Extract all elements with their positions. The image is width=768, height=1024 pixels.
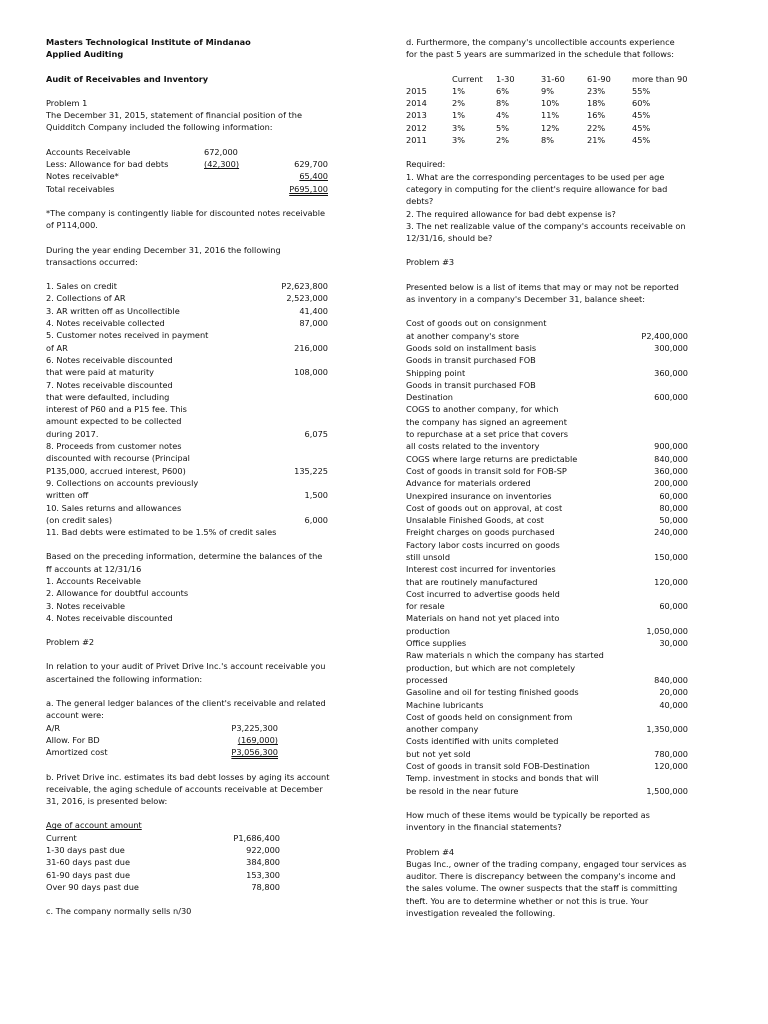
required-list [406,171,718,245]
problem-2-title: Problem #2 [46,637,95,648]
ledger-label: A/R [46,722,61,733]
course-name: Applied Auditing [46,49,124,60]
inventory-item-row-label: the company has signed an agreement [406,416,567,427]
ledger-amount: (169,000) [237,734,278,745]
pct-cell: 1% [452,85,465,96]
transaction-row-label: discounted with recourse (Principal [46,453,190,464]
inventory-item-row [406,649,718,661]
inventory-item-row [406,514,718,526]
transaction-row-label: during 2017. [46,428,99,439]
ledger-amount: P3,225,300 [231,722,278,733]
pct-cell: 12% [541,122,560,133]
inventory-item-row-label: be resold in the near future [406,785,519,796]
pct-cell: 2% [452,98,465,109]
inventory-item-row [406,748,718,760]
pct-cell: 23% [587,85,606,96]
ledger-row [46,722,358,734]
inventory-item-row [406,539,718,551]
aging-row-amount: P1,686,400 [233,832,280,843]
inventory-item-row [406,563,718,575]
problem-1-title: Problem 1 [46,97,88,108]
balance-label: Less: Allowance for bad debts [46,159,169,170]
inventory-item-row-label: all costs related to the inventory [406,441,540,452]
aging-row-label: Current [46,832,77,843]
inventory-item-row-label: Freight charges on goods purchased [406,527,555,538]
aging-table [46,832,358,893]
inventory-item-row-label: to repurchase at a set price that covers [406,429,569,440]
inventory-item-row [406,588,718,600]
inventory-item-row-label: production, but which are not completely [406,662,576,673]
pct-row [406,109,718,121]
inventory-item-row-amount: 300,000 [654,342,688,353]
inventory-item-row-amount: 80,000 [659,502,688,513]
required-item: debts? [406,196,434,207]
inventory-item-row-label: Cost of goods in transit sold FOB-Destination [406,761,590,772]
problem-3-intro-line: Presented below is a list of items that may or may not be reported [406,281,679,292]
inventory-item-row [406,625,718,637]
required-item: 12/31/16, should be? [406,233,493,244]
balance-amount: 65,400 [299,171,328,182]
inventory-item-row-label: COGS to another company, for which [406,404,559,415]
transaction-row-amount: 87,000 [299,318,328,329]
transaction-row-label: 8. Proceeds from customer notes [46,441,182,452]
inventory-item-row-amount: 1,350,000 [646,724,688,735]
inventory-item-row [406,477,718,489]
transaction-row [46,317,358,329]
inventory-item-row-label: COGS where large returns are predictable [406,453,578,464]
required-item: 1. What are the corresponding percentages to be used per age [406,171,665,182]
inventory-item-row [406,342,718,354]
inventory-item-row [406,662,718,674]
inventory-item-row-label: processed [406,674,448,685]
inventory-item-row-label: Interest cost incurred for inventories [406,564,556,575]
transaction-row [46,514,358,526]
balance-row [46,146,358,158]
inventory-item-row [406,453,718,465]
pct-cell: 45% [632,122,651,133]
inventory-item-row-amount: 30,000 [659,638,688,649]
pct-cell: 1% [452,110,465,121]
problem-2-intro-line: ascertained the following information: [46,673,203,684]
inventory-item-row-label: Cost of goods out on approval, at cost [406,502,563,513]
pct-cell: 60% [632,98,651,109]
pct-cell: 18% [587,98,606,109]
problem-4-title: Problem #4 [406,846,455,857]
pct-row [406,85,718,97]
inventory-item-row-amount: 840,000 [654,453,688,464]
transaction-row-label: P135,000, accrued interest, P600) [46,465,186,476]
inventory-item-row-amount: 360,000 [654,367,688,378]
problem-2-a-line: a. The general ledger balances of the client's receivable and related [46,698,326,709]
pct-cell: 6% [496,85,509,96]
pct-year: 2014 [406,98,427,109]
inventory-item-row-label: that are routinely manufactured [406,576,538,587]
inventory-item-row-label: Gasoline and oil for testing finished goods [406,687,579,698]
problem-4-line: Bugas Inc., owner of the trading company, engaged tour services as [406,858,687,869]
left-column [46,36,358,918]
inventory-item-row-label: still unsold [406,551,451,562]
transaction-row-label: interest of P60 and a P15 fee. This [46,404,187,415]
problem-3-question-line: How much of these items would be typically be reported as [406,809,650,820]
transaction-row-label: 4. Notes receivable collected [46,318,165,329]
inventory-item-row-label: Cost of goods held on consignment from [406,711,573,722]
inventory-item-row [406,551,718,563]
transaction-row [46,428,358,440]
inventory-item-row [406,490,718,502]
inventory-item-row-amount: 900,000 [654,441,688,452]
inventory-item-row-label: Temp. investment in stocks and bonds that will [406,773,599,784]
pct-year: 2013 [406,110,427,121]
inventory-item-row [406,735,718,747]
problem-1-intro-line: Quidditch Company included the following information: [46,122,273,133]
problem-1-balances [46,146,358,195]
aging-row-label: 61-90 days past due [46,869,131,880]
transaction-row-label: that were paid at maturity [46,367,154,378]
inventory-item-row-amount: 1,500,000 [646,785,688,796]
pct-row [406,97,718,109]
problem-4-text [406,858,718,919]
pct-cell: 22% [587,122,606,133]
problem-3-title: Problem #3 [406,257,455,268]
transaction-row-label: amount expected to be collected [46,416,182,427]
transaction-row-label: 6. Notes receivable discounted [46,354,173,365]
inventory-item-row [406,391,718,403]
inventory-item-row-amount: 50,000 [659,515,688,526]
aging-row [46,844,358,856]
inventory-item-row-amount: 60,000 [659,601,688,612]
balance-row [46,158,358,170]
based-line: Based on the preceding information, determine the balances of the [46,551,323,562]
pct-column-header: 31-60 [541,73,565,84]
ledger-amount: P3,056,300 [231,747,278,758]
aging-row-label: Over 90 days past due [46,881,139,892]
based-line: ff accounts at 12/31/16 [46,563,142,574]
transaction-row [46,292,358,304]
transaction-row-label: written off [46,490,89,501]
balance-amount: 629,700 [294,159,328,170]
problem-4-line: the sales volume. The owner suspects that the staff is committing [406,883,678,894]
transaction-row [46,354,358,366]
required-label: Required: [406,159,446,170]
req-item: 4. Notes receivable discounted [46,612,173,623]
inventory-item-row [406,416,718,428]
pct-column-header: Current [452,73,483,84]
inventory-item-row-amount: 150,000 [654,551,688,562]
transaction-row [46,329,358,341]
inventory-item-row [406,428,718,440]
pct-cell: 3% [452,135,465,146]
pct-cell: 16% [587,110,606,121]
req-item: 2. Allowance for doubtful accounts [46,588,189,599]
required-item: category in computing for the client's require allowance for bad [406,183,668,194]
inventory-item-row-label: Goods in transit purchased FOB [406,355,536,366]
problem-4-line: investigation revealed the following. [406,908,556,918]
transaction-row-amount: P2,623,800 [281,281,328,292]
transaction-row-amount: 1,500 [304,490,328,501]
inventory-item-row [406,317,718,329]
pct-column-header: 1-30 [496,73,515,84]
required-item: 3. The net realizable value of the company's accounts receivable on [406,220,686,231]
inventory-item-row [406,502,718,514]
balance-mid-amount: 672,000 [204,146,238,157]
transaction-row [46,379,358,391]
inventory-item-row-amount: 240,000 [654,527,688,538]
inventory-item-row-label: Machine lubricants [406,699,484,710]
pct-cell: 11% [541,110,560,121]
pct-cell: 8% [496,98,509,109]
pct-year: 2015 [406,85,427,96]
transaction-row-label: 10. Sales returns and allowances [46,502,182,513]
d-text-line: d. Furthermore, the company's uncollectible accounts experience [406,37,675,47]
pct-cell: 8% [541,135,554,146]
transaction-row-label: 2. Collections of AR [46,293,126,304]
problem-2-b-line: receivable, the aging schedule of accounts receivable at December [46,783,323,794]
transaction-row [46,366,358,378]
transaction-row-amount: 41,400 [299,305,328,316]
uncollectible-percent-table [406,73,718,147]
inventory-item-row-label: Goods in transit purchased FOB [406,379,536,390]
pct-header-row [406,73,718,85]
problem-4-line: auditor. There is discrepancy between the company's income and [406,871,676,882]
inventory-item-row-amount: 40,000 [659,699,688,710]
inventory-item-row [406,576,718,588]
problem-3-intro-line: as inventory in a company's December 31, balance sheet: [406,294,646,305]
inventory-item-row [406,330,718,342]
balance-label: Accounts Receivable [46,146,131,157]
transaction-row [46,502,358,514]
aging-header: Age of account amount [46,820,142,831]
inventory-items-list [406,317,718,797]
transaction-row [46,465,358,477]
inventory-item-row-label: Factory labor costs incurred on goods [406,539,560,550]
transaction-row-amount: 135,225 [294,465,328,476]
inventory-item-row-label: Advance for materials ordered [406,478,531,489]
transaction-row-amount: 216,000 [294,342,328,353]
inventory-item-row-label: Unsalable Finished Goods, at cost [406,515,544,526]
aging-row-label: 31-60 days past due [46,857,131,868]
problem-2-b-line: b. Privet Drive inc. estimates its bad debt losses by aging its account [46,771,330,782]
inventory-item-row-amount: 360,000 [654,465,688,476]
inventory-item-row-label: Materials on hand not yet placed into [406,613,560,624]
inventory-item-row [406,440,718,452]
transaction-row [46,415,358,427]
aging-row-label: 1-30 days past due [46,845,125,856]
ledger-label: Allow. For BD [46,734,100,745]
inventory-item-row-label: at another company's store [406,330,520,341]
pct-row [406,134,718,146]
inventory-item-row-amount: 120,000 [654,576,688,587]
pct-column-header: more than 90 [632,73,688,84]
inventory-item-row-label: Office supplies [406,638,467,649]
during-line: During the year ending December 31, 2016 the following [46,244,281,255]
aging-row-amount: 153,300 [246,869,280,880]
aging-row-amount: 384,800 [246,857,280,868]
inventory-item-row-label: Raw materials n which the company has started [406,650,604,661]
right-column [406,36,718,919]
inventory-item-row-amount: 200,000 [654,478,688,489]
pct-cell: 9% [541,85,554,96]
during-line: transactions occurred: [46,256,138,267]
inventory-item-row [406,600,718,612]
inventory-item-row-label: Costs identified with units completed [406,736,559,747]
inventory-item-row-label: Unexpired insurance on inventories [406,490,552,501]
problem-3-question-line: inventory in the financial statements? [406,822,562,833]
transaction-row-label: 1. Sales on credit [46,281,118,292]
req-item: 3. Notes receivable [46,600,126,611]
pct-year: 2011 [406,135,427,146]
inventory-item-row-label: but not yet sold [406,748,471,759]
inventory-item-row-label: Cost of goods in transit sold for FOB-SP [406,465,567,476]
inventory-item-row [406,711,718,723]
aging-row-amount: 78,800 [251,881,280,892]
transaction-row-amount: 6,075 [304,428,328,439]
transaction-row [46,440,358,452]
aging-row [46,856,358,868]
inventory-item-row [406,612,718,624]
pct-cell: 45% [632,110,651,121]
inventory-item-row-amount: 120,000 [654,761,688,772]
inventory-item-row-amount: 600,000 [654,392,688,403]
inventory-item-row [406,379,718,391]
inventory-item-row-amount: 1,050,000 [646,625,688,636]
ledger-row [46,746,358,758]
transaction-row-label: 5. Customer notes received in payment [46,330,209,341]
transactions-list [46,280,358,538]
inventory-item-row [406,760,718,772]
pct-row [406,122,718,134]
balance-row [46,183,358,195]
inventory-item-row-label: production [406,625,450,636]
inventory-item-row-amount: 780,000 [654,748,688,759]
ledger-label: Amortized cost [46,747,108,758]
inventory-item-row [406,686,718,698]
inventory-item-row [406,637,718,649]
aging-row-amount: 922,000 [246,845,280,856]
transaction-row [46,342,358,354]
transaction-row [46,452,358,464]
transaction-row [46,403,358,415]
transaction-row-amount: 6,000 [304,514,328,525]
transaction-row [46,526,358,538]
inventory-item-row-label: Cost of goods out on consignment [406,318,547,329]
transaction-row-label: 11. Bad debts were estimated to be 1.5% of credit sales [46,527,277,538]
transaction-row-amount: 108,000 [294,367,328,378]
balance-row [46,170,358,182]
req-item: 1. Accounts Receivable [46,575,141,586]
transaction-row-label: of AR [46,342,68,353]
aging-row [46,832,358,844]
inventory-item-row [406,367,718,379]
inventory-item-row [406,723,718,735]
pct-cell: 55% [632,85,651,96]
footnote-line: of P114,000. [46,220,98,231]
inventory-item-row [406,354,718,366]
inventory-item-row [406,526,718,538]
inventory-item-row-label: Destination [406,392,453,403]
inventory-item-row-amount: 20,000 [659,687,688,698]
inventory-item-row-label: for resale [406,601,445,612]
pct-year: 2012 [406,122,427,133]
transaction-row-label: that were defaulted, including [46,391,170,402]
inventory-item-row-label: Goods sold on installment basis [406,342,537,353]
pct-cell: 45% [632,135,651,146]
inventory-item-row-label: Shipping point [406,367,466,378]
transaction-row-label: 3. AR written off as Uncollectible [46,305,180,316]
d-text-line: for the past 5 years are summarized in the schedule that follows: [406,49,674,60]
transaction-row-label: 7. Notes receivable discounted [46,379,173,390]
pct-cell: 4% [496,110,509,121]
pct-cell: 21% [587,135,606,146]
pct-cell: 10% [541,98,560,109]
inventory-item-row [406,674,718,686]
problem-2-c: c. The company normally sells n/30 [46,906,192,917]
transaction-row-label: (on credit sales) [46,514,113,525]
footnote-line: *The company is contingently liable for discounted notes receivable [46,207,326,218]
inventory-item-row-label: Cost incurred to advertise goods held [406,588,560,599]
problem-2-intro-line: In relation to your audit of Privet Drive Inc.'s account receivable you [46,661,326,672]
problem-2-a-line: account were: [46,710,104,721]
school-name: Masters Technological Institute of Mindanao [46,37,251,47]
balance-label: Notes receivable* [46,171,119,182]
transaction-row-amount: 2,523,000 [286,293,328,304]
transaction-row [46,280,358,292]
inventory-item-row-amount: P2,400,000 [641,330,688,341]
balance-label: Total receivables [46,183,115,194]
inventory-item-row [406,772,718,784]
pct-cell: 5% [496,122,509,133]
inventory-item-row [406,699,718,711]
problem-2-b-line: 31, 2016, is presented below: [46,796,168,807]
inventory-item-row [406,465,718,477]
transaction-row [46,305,358,317]
aging-row [46,869,358,881]
problem-4-line: theft. You are to determine whether or not this is true. Your [406,895,649,906]
transaction-row [46,477,358,489]
inventory-item-row [406,785,718,797]
ledger-table [46,722,358,759]
aging-row [46,881,358,893]
balance-amount: P695,100 [289,183,328,194]
inventory-item-row-amount: 60,000 [659,490,688,501]
pct-cell: 2% [496,135,509,146]
inventory-item-row-amount: 840,000 [654,674,688,685]
transaction-row [46,489,358,501]
pct-cell: 3% [452,122,465,133]
section-title: Audit of Receivables and Inventory [46,73,209,84]
required-item: 2. The required allowance for bad debt expense is? [406,208,616,219]
inventory-item-row [406,403,718,415]
balance-mid-amount: (42,300) [204,159,240,170]
problem-1-intro-line: The December 31, 2015, statement of financial position of the [46,110,302,121]
pct-column-header: 61-90 [587,73,611,84]
transaction-row [46,391,358,403]
inventory-item-row-label: another company [406,724,479,735]
ledger-row [46,734,358,746]
transaction-row-label: 9. Collections on accounts previously [46,477,199,488]
